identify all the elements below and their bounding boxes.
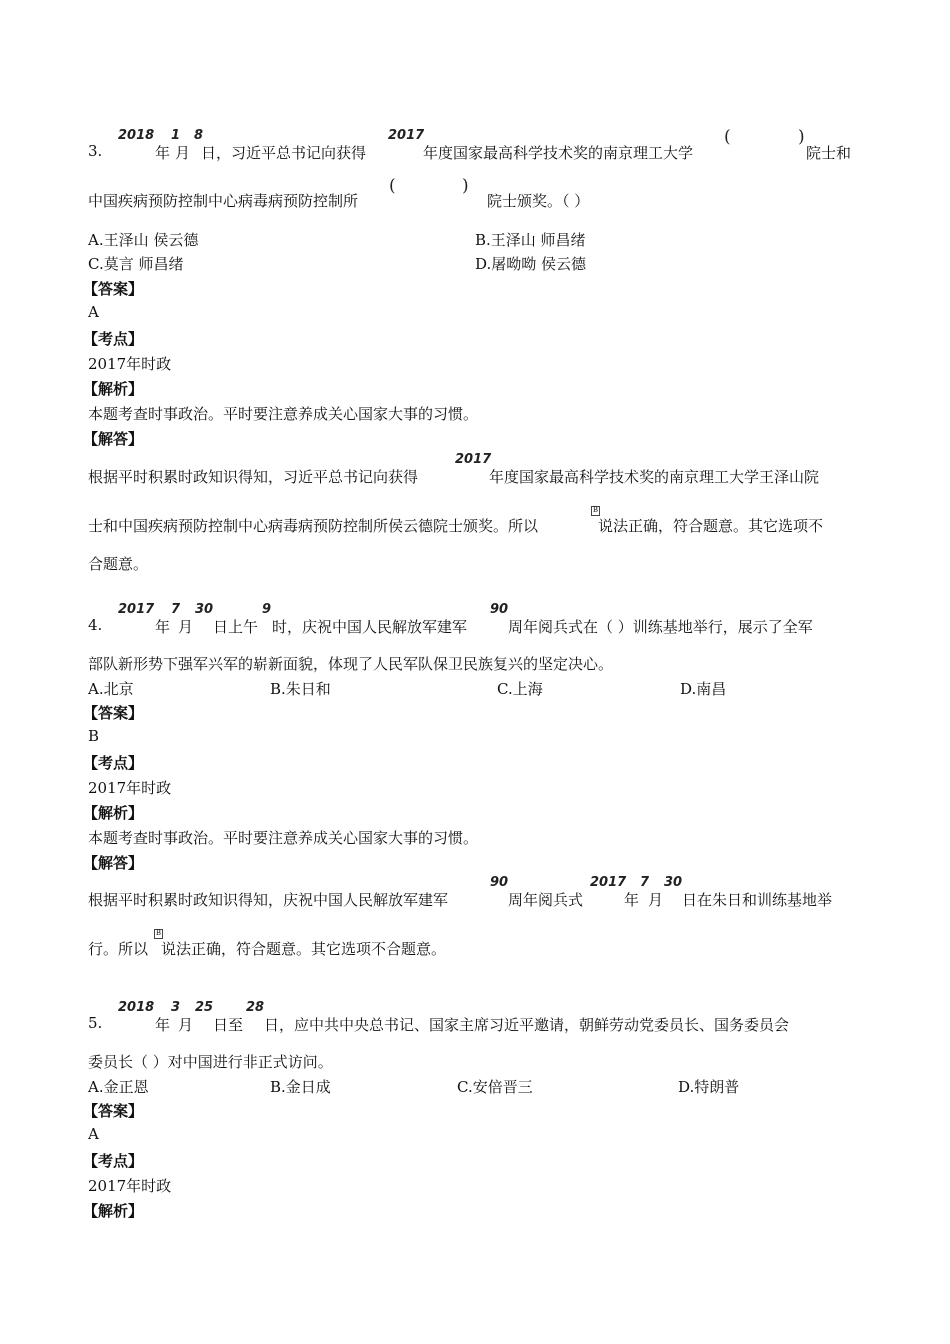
solution-label: 【解答】: [83, 854, 144, 872]
solution-text: 说法正确，符合题意。其它选项不合题意。: [161, 940, 447, 958]
answer-value: B: [88, 727, 100, 745]
sup-hour: 9: [262, 602, 272, 617]
analysis-label: 【解析】: [83, 380, 144, 398]
answer-label: 【答案】: [83, 280, 144, 298]
sup-month: 7: [171, 602, 181, 617]
answer-value: A: [88, 303, 99, 321]
sup-year: 2018: [118, 128, 155, 143]
text: 院士和: [806, 144, 852, 162]
topic-label: 【考点】: [83, 754, 144, 772]
analysis-label: 【解析】: [83, 804, 144, 822]
sup-day: 28: [246, 1000, 265, 1015]
option-d[interactable]: D.特朗普: [678, 1078, 740, 1096]
option-a[interactable]: A.北京: [88, 680, 134, 698]
text: 年: [155, 144, 171, 162]
option-b[interactable]: B.朱日和: [270, 680, 331, 698]
question-number: 3.: [88, 142, 103, 160]
sup-year: 2017: [388, 128, 425, 143]
text: 日至: [213, 1016, 244, 1034]
topic-label: 【考点】: [83, 1152, 144, 1170]
solution-text: 行。所以: [88, 940, 149, 958]
text: 月: [175, 144, 191, 162]
blank-open: (: [724, 127, 731, 147]
solution-text: 根据平时积累时政知识得知，庆祝中国人民解放军建军: [88, 891, 449, 909]
blank-close: ): [798, 127, 805, 147]
topic-label: 【考点】: [83, 330, 144, 348]
text: 年: [155, 618, 171, 636]
question-number: 4.: [88, 616, 103, 634]
solution-text: 周年阅兵式: [508, 891, 584, 909]
solution-text: 说法正确，符合题意。其它选项不: [598, 517, 824, 535]
sup-anniversary: 90: [490, 602, 509, 617]
option-a[interactable]: A.金正恩: [88, 1078, 149, 1096]
solution-label: 【解答】: [83, 430, 144, 448]
text: 部队新形势下强军兴军的崭新面貌，体现了人民军队保卫民族复兴的坚定决心。: [88, 655, 614, 673]
topic-value: 2017年时政: [88, 355, 172, 373]
topic-value: 2017年时政: [88, 1177, 172, 1195]
blank-close: ): [462, 176, 469, 196]
option-c[interactable]: C.安倍晋三: [457, 1078, 533, 1096]
text: 日，应中共中央总书记、国家主席习近平邀请，朝鲜劳动党委员长、国务委员会: [264, 1016, 790, 1034]
analysis-label: 【解析】: [83, 1202, 144, 1220]
text: 时，庆祝中国人民解放军建军: [272, 618, 468, 636]
text: 日，习近平总书记向获得: [201, 144, 367, 162]
blank-open: (: [389, 176, 396, 196]
solution-text: 士和中国疾病预防控制中心病毒病预防控制所侯云德院士颁奖。所以: [88, 517, 539, 535]
option-d[interactable]: D.屠呦呦 侯云德: [475, 255, 587, 273]
sup-year: 2018: [118, 1000, 155, 1015]
option-d[interactable]: D.南昌: [680, 680, 727, 698]
text: 日上午: [213, 618, 259, 636]
sup-day: 8: [194, 128, 204, 143]
marker-box-icon: B: [155, 929, 162, 937]
option-a[interactable]: A.王泽山 侯云德: [88, 231, 199, 249]
answer-label: 【答案】: [83, 704, 144, 722]
sup-year: 2017: [455, 452, 492, 467]
analysis-text: 本题考查时事政治。平时要注意养成关心国家大事的习惯。: [88, 405, 479, 423]
sup-anniversary: 90: [490, 875, 509, 890]
analysis-text: 本题考查时事政治。平时要注意养成关心国家大事的习惯。: [88, 829, 479, 847]
text: 年度国家最高科学技术奖的南京理工大学: [423, 144, 694, 162]
text: 委员长（ ）对中国进行非正式访问。: [88, 1053, 333, 1071]
sup-month: 7: [640, 875, 650, 890]
text: 院士颁奖。（ ）: [487, 192, 590, 210]
topic-value: 2017年时政: [88, 779, 172, 797]
solution-text: 年度国家最高科学技术奖的南京理工大学王泽山院: [489, 468, 820, 486]
text: 周年阅兵式在（ ）训练基地举行，展示了全军: [508, 618, 813, 636]
solution-text: 合题意。: [88, 555, 149, 573]
question-number: 5.: [88, 1014, 103, 1032]
sup-year: 2017: [118, 602, 155, 617]
sup-day: 30: [664, 875, 683, 890]
sup-year: 2017: [590, 875, 627, 890]
option-c[interactable]: C.上海: [497, 680, 543, 698]
option-c[interactable]: C.莫言 师昌绪: [88, 255, 184, 273]
solution-text: 日在朱日和训练基地举: [682, 891, 833, 909]
text: 月: [178, 618, 194, 636]
solution-text: 根据平时积累时政知识得知，习近平总书记向获得: [88, 468, 419, 486]
text: 中国疾病预防控制中心病毒病预防控制所: [88, 192, 359, 210]
answer-label: 【答案】: [83, 1102, 144, 1120]
solution-text: 月: [648, 891, 664, 909]
solution-text: 年: [624, 891, 640, 909]
text: 年: [155, 1016, 171, 1034]
sup-day: 25: [195, 1000, 214, 1015]
marker-box-icon: B: [592, 506, 599, 514]
sup-month: 1: [171, 128, 181, 143]
sup-month: 3: [171, 1000, 181, 1015]
option-b[interactable]: B.王泽山 师昌绪: [475, 231, 586, 249]
sup-day: 30: [195, 602, 214, 617]
text: 月: [178, 1016, 194, 1034]
answer-value: A: [88, 1125, 99, 1143]
option-b[interactable]: B.金日成: [270, 1078, 331, 1096]
